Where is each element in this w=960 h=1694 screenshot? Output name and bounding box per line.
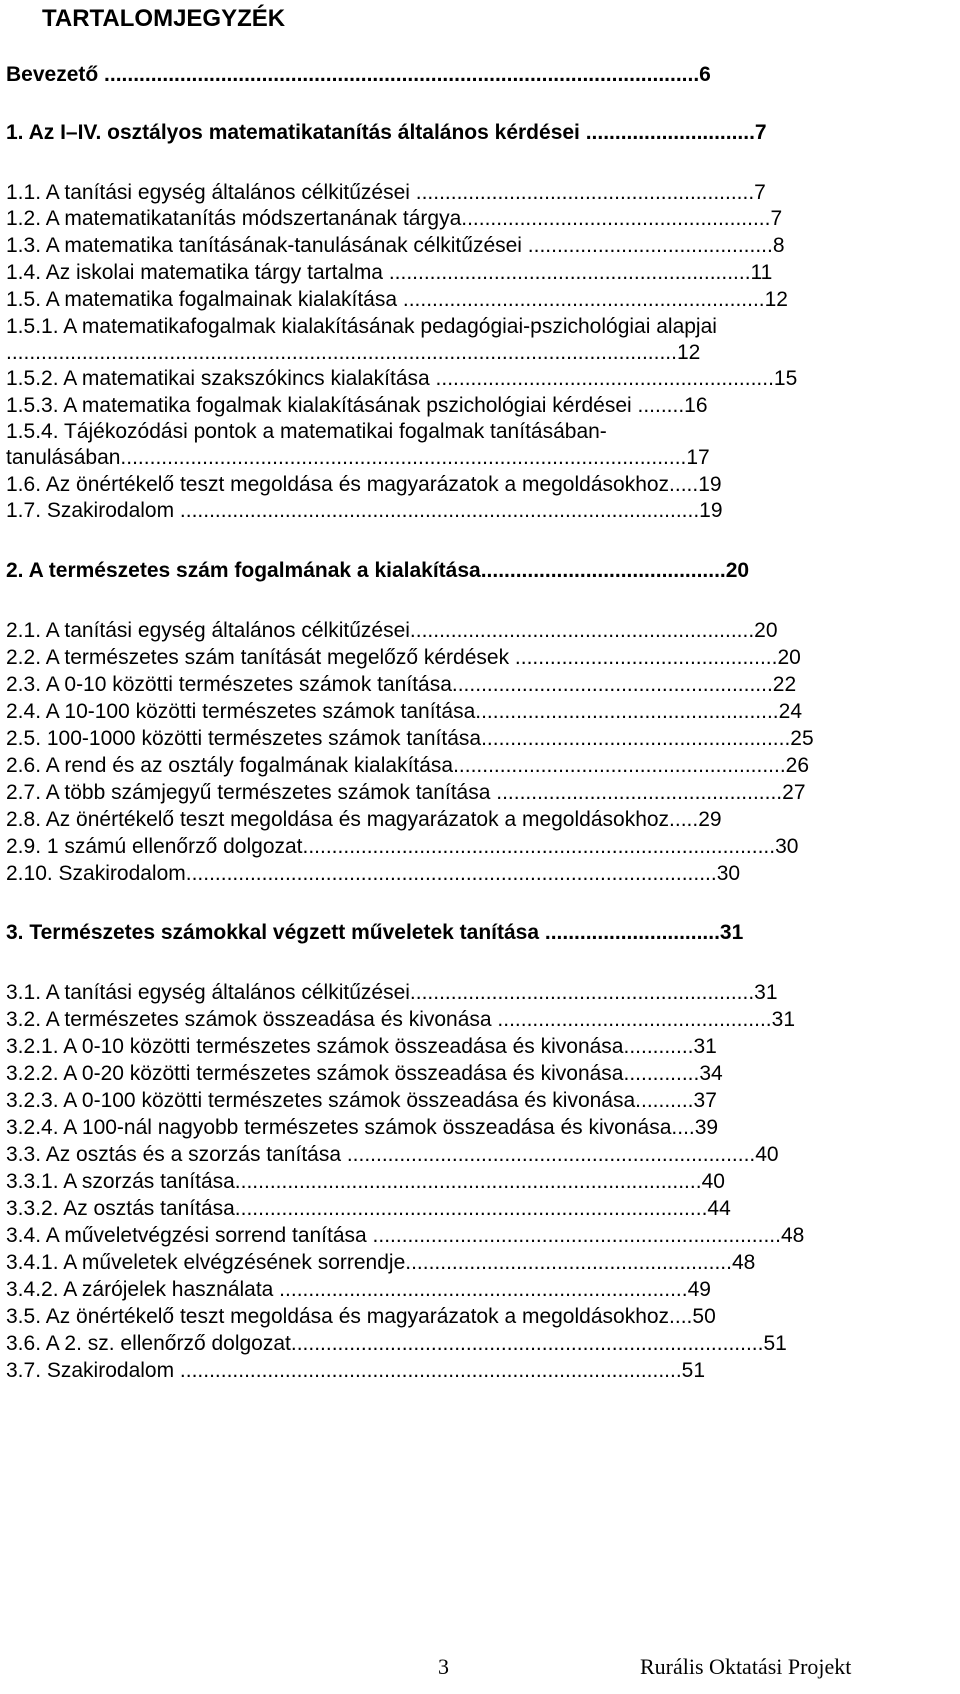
toc-entry: 3.2. A természetes számok összeadása és kivonása ...............................................31 <box>6 1008 795 1031</box>
toc-entry: 2.8. Az önértékelő teszt megoldása és magyarázatok a megoldásokhoz.....29 <box>6 808 722 831</box>
footer-project-name: Rurális Oktatási Projekt <box>640 1654 852 1679</box>
toc-entry: ...................................................................................................................12 <box>6 341 701 364</box>
toc-entry: 3.7. Szakirodalom ......................................................................................51 <box>6 1359 706 1382</box>
toc-entry: 1.1. A tanítási egység általános célkitűzései ..........................................................7 <box>6 181 766 204</box>
toc-entry: 3.3.1. A szorzás tanítása................................................................................40 <box>6 1170 725 1193</box>
toc-entry: 2.9. 1 számú ellenőrző dolgozat.................................................................................30 <box>6 835 799 858</box>
toc-entry: 1.6. Az önértékelő teszt megoldása és magyarázatok a megoldásokhoz.....19 <box>6 473 722 496</box>
toc-entry: 1. Az I–IV. osztályos matematikatanítás általános kérdései .............................7 <box>6 121 767 144</box>
toc-entry: 1.5.4. Tájékozódási pontok a matematikai fogalmak tanításában- <box>6 420 607 443</box>
page-title: TARTALOMJEGYZÉK <box>42 5 286 32</box>
toc-entry: 3.3. Az osztás és a szorzás tanítása ......................................................................40 <box>6 1143 779 1166</box>
toc-entry: 3.4. A műveletvégzési sorrend tanítása ......................................................................48 <box>6 1224 805 1247</box>
toc-entry: 2.2. A természetes szám tanítását megelőző kérdések .............................................20 <box>6 646 801 669</box>
toc-entry: 2.1. A tanítási egység általános célkitűzései...........................................................20 <box>6 619 778 642</box>
toc-entry: 1.4. Az iskolai matematika tárgy tartalma ..............................................................11 <box>6 261 773 284</box>
toc-entry: 3.3.2. Az osztás tanítása.................................................................................44 <box>6 1197 731 1220</box>
toc-entry: 2.10. Szakirodalom...........................................................................................30 <box>6 862 741 885</box>
toc-entry: 1.5.2. A matematikai szakszókincs kialakítása ..........................................................15 <box>6 367 798 390</box>
toc-entry: 3.5. Az önértékelő teszt megoldása és magyarázatok a megoldásokhoz....50 <box>6 1305 716 1328</box>
toc-entry: 1.5.1. A matematikafogalmak kialakításának pedagógiai-pszichológiai alapjai <box>6 315 717 338</box>
toc-entry: 3.2.3. A 0-100 közötti természetes számok összeadása és kivonása..........37 <box>6 1089 717 1112</box>
toc-entry: 1.5. A matematika fogalmainak kialakítása ..............................................................12 <box>6 288 788 311</box>
toc-entry: 1.3. A matematika tanításának-tanulásának célkitűzései ..........................................8 <box>6 234 785 257</box>
toc-entry: 1.7. Szakirodalom .........................................................................................19 <box>6 499 723 522</box>
toc-entry: tanulásában.................................................................................................17 <box>6 446 710 469</box>
toc-entry: 2.6. A rend és az osztály fogalmának kialakítása.........................................................26 <box>6 754 810 777</box>
toc-entry: 2.4. A 10-100 közötti természetes számok tanítása....................................................24 <box>6 700 803 723</box>
page-number: 3 <box>438 1654 449 1679</box>
toc-entry: 2.7. A több számjegyű természetes számok tanítása .................................................27 <box>6 781 806 804</box>
toc-entry: 3.4.1. A műveletek elvégzésének sorrendje........................................................48 <box>6 1251 756 1274</box>
toc-entry: 3.1. A tanítási egység általános célkitűzései...........................................................31 <box>6 981 778 1004</box>
toc-entry: 3. Természetes számokkal végzett műveletek tanítása ..............................31 <box>6 921 744 944</box>
toc-entry: 3.2.1. A 0-10 közötti természetes számok összeadása és kivonása............31 <box>6 1035 717 1058</box>
toc-entry: 2. A természetes szám fogalmának a kialakítása..........................................20 <box>6 559 750 582</box>
toc-entry: 2.5. 100-1000 közötti természetes számok tanítása.....................................................25 <box>6 727 814 750</box>
toc-entry: 3.2.4. A 100-nál nagyobb természetes számok összeadása és kivonása....39 <box>6 1116 719 1139</box>
toc-entry: 2.3. A 0-10 közötti természetes számok tanítása.......................................................22 <box>6 673 797 696</box>
toc-entry: 3.2.2. A 0-20 közötti természetes számok összeadása és kivonása.............34 <box>6 1062 723 1085</box>
toc-entry: Bevezető ......................................................................................................6 <box>6 63 711 86</box>
toc-entry: 1.2. A matematikatanítás módszertanának tárgya.....................................................7 <box>6 207 783 230</box>
toc-entry: 3.4.2. A zárójelek használata ......................................................................49 <box>6 1278 711 1301</box>
toc-entry: 1.5.3. A matematika fogalmak kialakításának pszichológiai kérdései ........16 <box>6 394 708 417</box>
toc-entry: 3.6. A 2. sz. ellenőrző dolgozat.................................................................................51 <box>6 1332 787 1355</box>
